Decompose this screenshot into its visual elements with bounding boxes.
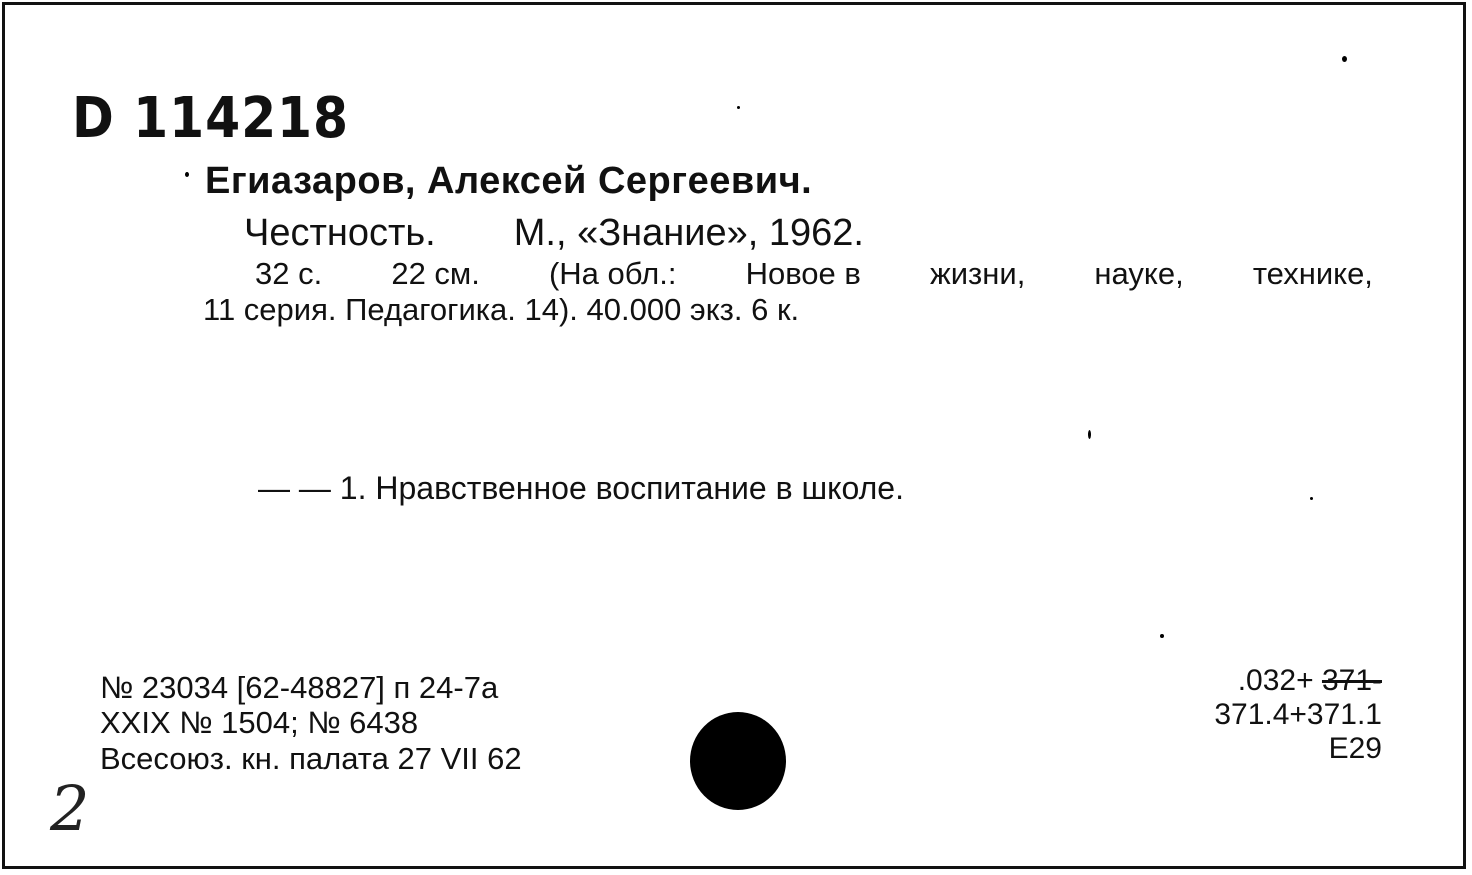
handwritten-mark: 2 (50, 772, 90, 845)
classification-line2: 371.4+371.1 (1214, 698, 1382, 731)
desc-word: 22 см. (391, 256, 480, 291)
physical-description-line1 (255, 256, 1373, 292)
ink-speck (1310, 497, 1313, 500)
ink-speck (737, 106, 740, 109)
classification-struck-code: 371- (1321, 664, 1382, 697)
punch-hole (690, 712, 786, 810)
desc-word: технике, (1252, 256, 1373, 291)
desc-word: 32 с. (255, 256, 323, 291)
publication-info: М., «Знание», 1962. (513, 212, 864, 254)
registration-line2: XXIX № 1504; № 6438 (100, 705, 419, 740)
ink-speck (1160, 634, 1164, 638)
registration-line1: № 23034 [62-48827] п 24-7а (100, 670, 499, 705)
subject-heading: — — 1. Нравственное воспитание в школе. (258, 470, 904, 506)
author-heading: Егиазаров, Алексей Сергеевич. (205, 160, 813, 202)
book-title: Честность. (244, 212, 436, 254)
inventory-number: D 114218 (72, 86, 350, 151)
classification-code: .032+ (1237, 664, 1314, 697)
ink-speck (1088, 430, 1091, 439)
ink-speck (1342, 56, 1347, 62)
desc-word: науке, (1094, 256, 1184, 291)
physical-description-line2: 11 серия. Педагогика. 14). 40.000 экз. 6 к. (203, 292, 800, 327)
registration-line3: Всесоюз. кн. палата 27 VII 62 (100, 741, 522, 776)
classification-line1 (1238, 664, 1382, 698)
title-line (244, 212, 864, 255)
desc-word: (На обл.: (548, 256, 677, 291)
desc-word: Новое в (745, 256, 861, 291)
ink-speck (185, 172, 189, 177)
desc-word: жизни, (929, 256, 1026, 291)
author-mark: Е29 (1328, 732, 1382, 765)
